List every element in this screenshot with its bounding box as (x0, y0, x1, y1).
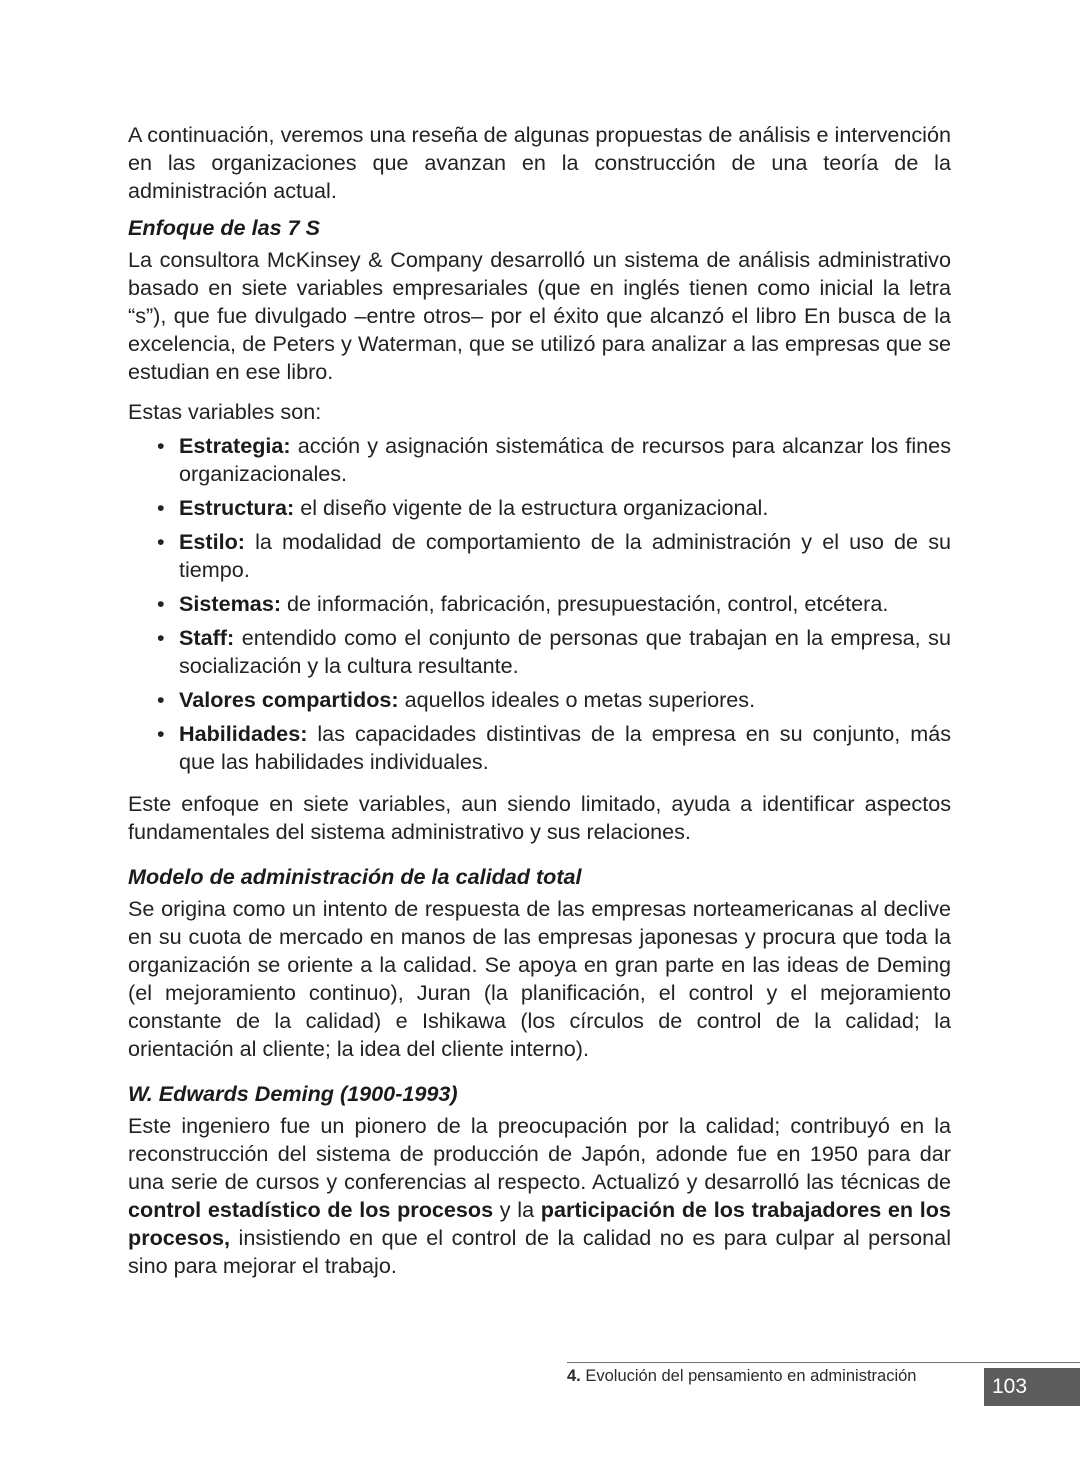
bullet-icon: • (157, 625, 165, 650)
heading-7s: Enfoque de las 7 S (128, 215, 320, 240)
variables-list (128, 432, 951, 776)
variable-description: entendido como el conjunto de personas que trabajan en la empresa, su socialización y la cultura resultante. (179, 625, 951, 678)
variable-term: Estilo: (179, 529, 245, 554)
variable-description: acción y asignación sistemática de recursos para alcanzar los fines organizacionales. (179, 433, 951, 486)
variable-term: Valores compartidos: (179, 687, 399, 712)
heading-quality: Modelo de administración de la calidad total (128, 864, 582, 889)
intro-paragraph: A continuación, veremos una reseña de algunas propuestas de análisis e intervención en las organizaciones que avanzan en la construcción de una teoría de la administración actual. (128, 122, 951, 203)
list-item (128, 686, 951, 714)
variable-term: Habilidades: (179, 721, 308, 746)
footer-chapter (567, 1366, 916, 1386)
variable-description: aquellos ideales o metas superiores. (398, 687, 756, 712)
heading-deming: W. Edwards Deming (1900-1993) (128, 1081, 458, 1106)
deming-text-part2: y la (493, 1197, 541, 1222)
variable-description: de información, fabricación, presupuestación, control, etcétera. (281, 591, 889, 616)
variable-description: la modalidad de comportamiento de la administración y el uso de su tiempo. (179, 529, 951, 582)
7s-closing-paragraph: Este enfoque en siete variables, aun siendo limitado, ayuda a identificar aspectos fundamentales del sistema administrativo y sus relaciones. (128, 791, 951, 844)
variable-description: el diseño vigente de la estructura organizacional. (294, 495, 769, 520)
bullet-icon: • (157, 433, 165, 458)
variable-description: las capacidades distintivas de la empresa en su conjunto, más que las habilidades individuales. (179, 721, 951, 774)
variable-term: Sistemas: (179, 591, 282, 616)
list-item (128, 528, 951, 584)
bullet-icon: • (157, 687, 165, 712)
bullet-icon: • (157, 529, 165, 554)
list-item (128, 494, 951, 522)
footer-chapter-number: 4. (567, 1367, 581, 1385)
variable-term: Estructura: (179, 495, 295, 520)
deming-bold-worker-participation: participación de los trabajadores en los procesos, (128, 1197, 951, 1250)
bullet-icon: • (157, 721, 165, 746)
quality-paragraph: Se origina como un intento de respuesta de las empresas norteamericanas al declive en su cuota de mercado en manos de las empresas japonesas y procura que toda la organización se oriente a la calidad. Se apoya en gran parte en las ideas de Deming (el mejoramiento continuo), Juran (la planificación, el control y el mejoramiento constante de la calidad) e Ishikawa (los círculos de control de la calidad; la orientación al cliente; la idea del cliente interno). (128, 896, 951, 1061)
variables-intro: Estas variables son: (128, 399, 322, 424)
list-item (128, 720, 951, 776)
variable-term: Estrategia: (179, 433, 291, 458)
variable-term: Staff: (179, 625, 235, 650)
bullet-icon: • (157, 495, 165, 520)
footer-divider (567, 1362, 1080, 1363)
deming-bold-statistical-control: control estadístico de los procesos (128, 1197, 494, 1222)
deming-text-part1: Este ingeniero fue un pionero de la preocupación por la calidad; contribuyó en la reconstrucción del sistema de producción de Japón, adonde fue en 1950 para dar una serie de cursos y conferencias al respecto. Actualizó y desarrolló las técnicas de (128, 1113, 951, 1194)
page-body (128, 121, 951, 1280)
bullet-icon: • (157, 591, 165, 616)
7s-paragraph: La consultora McKinsey & Company desarrolló un sistema de análisis administrativo basado en siete variables empresariales (que en inglés tienen como inicial la letra “s”), que fue divulgado –entre otros– por el éxito que alcanzó el libro En busca de la excelencia, de Peters y Waterman, que se utilizó para analizar a las empresas que se estudian en ese libro. (128, 247, 951, 384)
deming-paragraph (128, 1112, 951, 1280)
deming-text-part3: insistiendo en que el control de la calidad no es para culpar al personal sino para mejorar el trabajo. (128, 1225, 951, 1278)
footer-chapter-title: Evolución del pensamiento en administración (580, 1367, 917, 1385)
list-item (128, 624, 951, 680)
list-item (128, 432, 951, 488)
list-item (128, 590, 951, 618)
page-number: 103 (984, 1368, 1080, 1406)
